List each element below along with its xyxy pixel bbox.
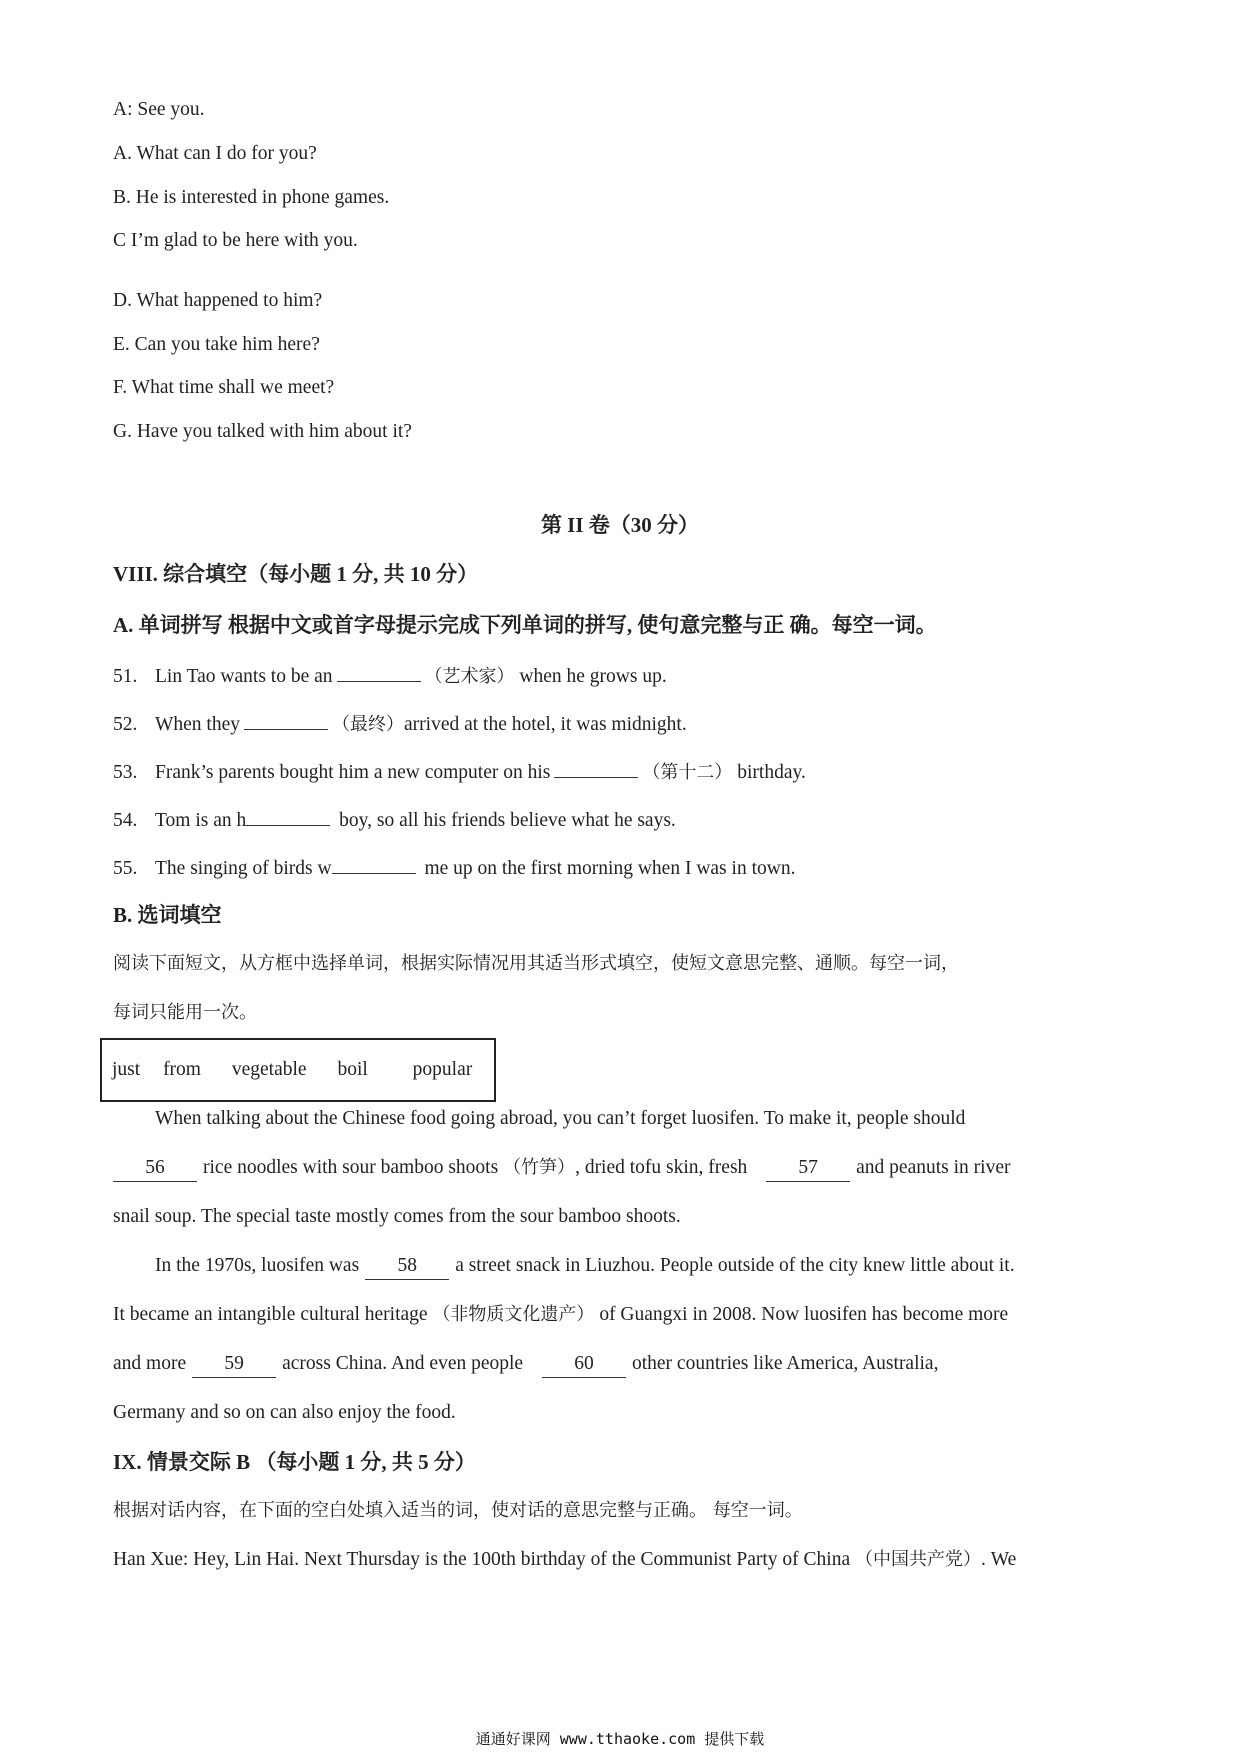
question-number: 55.	[113, 858, 138, 879]
passage-text: a street snack in Liuzhou. People outside of the city knew little about it.	[455, 1255, 1015, 1276]
question-text: when he grows up.	[519, 666, 667, 687]
question-55	[113, 853, 795, 882]
section8-partB-title: B. 选词填空	[113, 903, 222, 927]
passage-p2-line2	[113, 1302, 1008, 1328]
volume-title: 第 II 卷（30 分）	[540, 513, 700, 537]
question-text: Frank’s parents bought him a new computer on his	[155, 762, 551, 783]
dialogue-text: . We	[980, 1549, 1017, 1570]
word-box-item: just	[112, 1059, 141, 1080]
partB-instruction-line2: 每词只能用一次。	[113, 1002, 257, 1023]
dialogue-end-line: A: See you.	[113, 99, 205, 120]
option-e: E. Can you take him here?	[113, 334, 320, 355]
question-text: Tom is an h	[155, 810, 247, 831]
passage-p2-line4: Germany and so on can also enjoy the food.	[113, 1402, 456, 1423]
answer-blank-57[interactable]: 57	[766, 1155, 850, 1182]
question-number: 54.	[113, 810, 138, 831]
passage-text: rice noodles with sour bamboo shoots	[203, 1157, 499, 1178]
word-box-item: from	[163, 1059, 201, 1080]
passage-text: of Guangxi in 2008. Now luosifen has become more	[599, 1304, 1009, 1325]
question-number: 52.	[113, 714, 138, 735]
word-box-item: vegetable	[231, 1059, 307, 1080]
dialogue-text: Han Xue: Hey, Lin Hai. Next Thursday is the 100th birthday of the Communist Party of China	[113, 1549, 851, 1570]
chinese-hint: （竹笋）	[503, 1157, 576, 1178]
question-text: arrived at the hotel, it was midnight.	[404, 714, 687, 735]
word-box-item: boil	[337, 1059, 368, 1080]
dialogue-line-han-xue	[113, 1547, 1016, 1573]
word-box	[100, 1038, 496, 1102]
answer-blank[interactable]	[246, 805, 330, 826]
word-box-item: popular	[412, 1059, 473, 1080]
passage-p1-line2	[113, 1155, 1010, 1182]
option-g: G. Have you talked with him about it?	[113, 421, 412, 442]
passage-text: across China. And even people	[282, 1353, 524, 1374]
answer-blank[interactable]	[337, 661, 421, 682]
answer-blank-56[interactable]: 56	[113, 1155, 197, 1182]
passage-text: and peanuts in river	[856, 1157, 1011, 1178]
answer-blank[interactable]	[244, 709, 328, 730]
question-number: 53.	[113, 762, 138, 783]
passage-p1-line1: When talking about the Chinese food going abroad, you can’t forget luosifen. To make it, people should	[155, 1108, 966, 1129]
passage-text: It became an intangible cultural heritage	[113, 1304, 428, 1325]
section8-partA-title: A. 单词拼写 根据中文或首字母提示完成下列单词的拼写, 使句意完整与正 确。每空一词。	[113, 613, 937, 637]
chinese-hint: （最终）	[332, 714, 405, 735]
passage-text: and more	[113, 1353, 187, 1374]
question-51	[113, 661, 667, 690]
question-52	[113, 709, 687, 738]
passage-text: other countries like America, Australia,	[631, 1353, 939, 1374]
passage-text: , dried tofu skin, fresh	[575, 1157, 748, 1178]
answer-blank-60[interactable]: 60	[542, 1351, 626, 1378]
section9-title: IX. 情景交际 B （每小题 1 分, 共 5 分）	[113, 1450, 476, 1474]
question-text: When they	[155, 714, 241, 735]
question-number: 51.	[113, 666, 138, 687]
chinese-hint: （艺术家）	[424, 666, 515, 687]
question-text: me up on the first morning when I was in town.	[424, 858, 796, 879]
question-54	[113, 805, 676, 834]
passage-p1-line3: snail soup. The special taste mostly comes from the sour bamboo shoots.	[113, 1206, 681, 1227]
question-text: The singing of birds w	[155, 858, 332, 879]
section9-instruction: 根据对话内容，在下面的空白处填入适当的词，使对话的意思完整与正确。 每空一词。	[113, 1500, 803, 1521]
answer-blank-59[interactable]: 59	[192, 1351, 276, 1378]
section8-title: VIII. 综合填空（每小题 1 分, 共 10 分）	[113, 562, 479, 586]
option-c: C I’m glad to be here with you.	[113, 230, 358, 251]
answer-blank-58[interactable]: 58	[365, 1253, 449, 1280]
question-53	[113, 757, 806, 786]
chinese-hint: （中国共产党）	[854, 1549, 981, 1570]
passage-p2-line1	[155, 1253, 1015, 1280]
answer-blank[interactable]	[332, 853, 416, 874]
question-text: boy, so all his friends believe what he says.	[339, 810, 676, 831]
chinese-hint: （第十二）	[642, 762, 733, 783]
option-a: A. What can I do for you?	[113, 143, 317, 164]
option-f: F. What time shall we meet?	[113, 377, 335, 398]
passage-text: In the 1970s, luosifen was	[155, 1255, 360, 1276]
option-d: D. What happened to him?	[113, 290, 323, 311]
answer-blank[interactable]	[554, 757, 638, 778]
partB-instruction-line1: 阅读下面短文，从方框中选择单词，根据实际情况用其适当形式填空，使短文意思完整、通顺。每空一词，	[113, 953, 959, 974]
footer-watermark: 通通好课网 www.tthaoke.com 提供下载	[475, 1730, 765, 1748]
question-text: birthday.	[737, 762, 806, 783]
passage-p2-line3	[113, 1351, 938, 1378]
option-b: B. He is interested in phone games.	[113, 187, 390, 208]
question-text: Lin Tao wants to be an	[155, 666, 333, 687]
chinese-hint: （非物质文化遗产）	[432, 1304, 595, 1325]
